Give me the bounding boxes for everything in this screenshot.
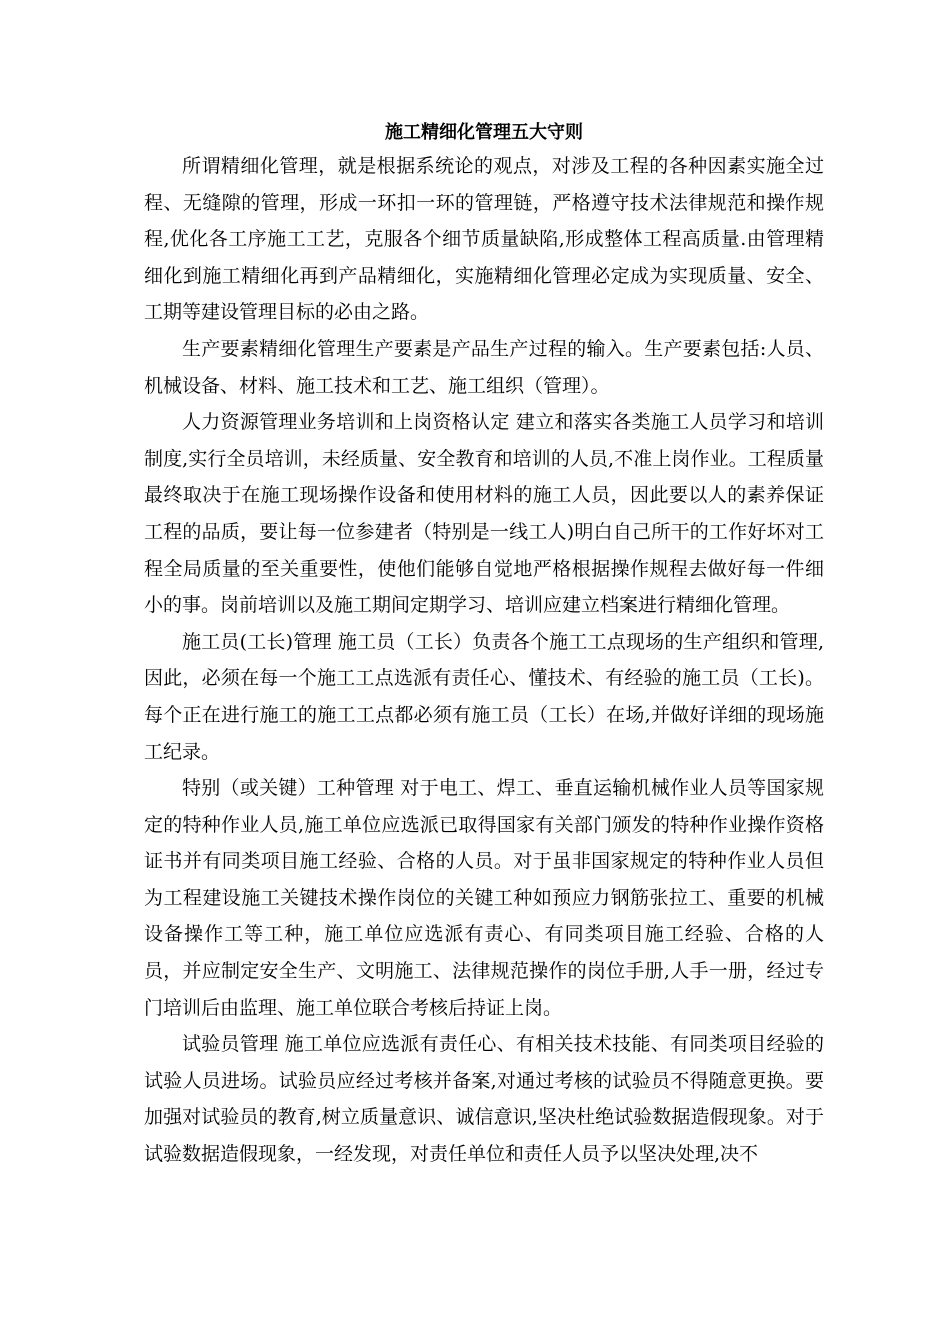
paragraph-human-resources: 人力资源管理业务培训和上岗资格认定 建立和落实各类施工人员学习和培训制度,实行全员培训，未经质量、安全教育和培训的人员,不准上岗作业。工程质量最终取决于在施工现场操作设备和使用材料的施工人员，因此要以人的素养保证工程的品质，要让每一位参建者（特别是一线工人)明白自己所干的工作好坏对工程全局质量的至关重要性，使他们能够自觉地严格根据操作规程去做好每一件细小的事。岗前培训以及施工期间定期学习、培训应建立档案进行精细化管理。: [144, 411, 824, 617]
paragraph-intro: 所谓精细化管理，就是根据系统论的观点，对涉及工程的各种因素实施全过程、无缝隙的管理，形成一环扣一环的管理链，严格遵守技术法律规范和操作规程,优化各工序施工工艺，克服各个细节质量缺陷,形成整体工程高质量.由管理精细化到施工精细化再到产品精细化，实施精细化管理必定成为实现质量、安全、工期等建设管理目标的必由之路。: [144, 155, 824, 324]
paragraph-production-factors: 生产要素精细化管理生产要素是产品生产过程的输入。生产要素包括:人员、机械设备、材料、施工技术和工艺、施工组织（管理）。: [144, 337, 824, 397]
document-title: 施工精细化管理五大守则: [385, 122, 583, 143]
document-page: [144, 120, 824, 1173]
paragraph-lab-technician: 试验员管理 施工单位应选派有责任心、有相关技术技能、有同类项目经验的试验人员进场。试验员应经过考核并备案,对通过考核的试验员不得随意更换。要加强对试验员的教育,树立质量意识、诚信意识,坚决杜绝试验数据造假现象。对于试验数据造假现象，一经发现，对责任单位和责任人员予以坚决处理,决不: [144, 1033, 824, 1166]
paragraph-special-trades: 特别（或关键）工种管理 对于电工、焊工、垂直运输机械作业人员等国家规定的特种作业人员,施工单位应选派已取得国家有关部门颁发的特种作业操作资格证书并有同类项目施工经验、合格的人员。对于虽非国家规定的特种作业人员但为工程建设施工关键技术操作岗位的关键工种如预应力钢筋张拉工、重要的机械设备操作工等工种，施工单位应选派有责心、有同类项目施工经验、合格的人员，并应制定安全生产、文明施工、法律规范操作的岗位手册,人手一册，经过专门培训后由监理、施工单位联合考核后持证上岗。: [144, 777, 824, 1019]
paragraph-foreman-management: 施工员(工长)管理 施工员（工长）负责各个施工工点现场的生产组织和管理,因此，必须在每一个施工工点选派有责任心、懂技术、有经验的施工员（工长)。每个正在进行施工的施工工点都必须有施工员（工长）在场,并做好详细的现场施工纪录。: [144, 630, 824, 763]
